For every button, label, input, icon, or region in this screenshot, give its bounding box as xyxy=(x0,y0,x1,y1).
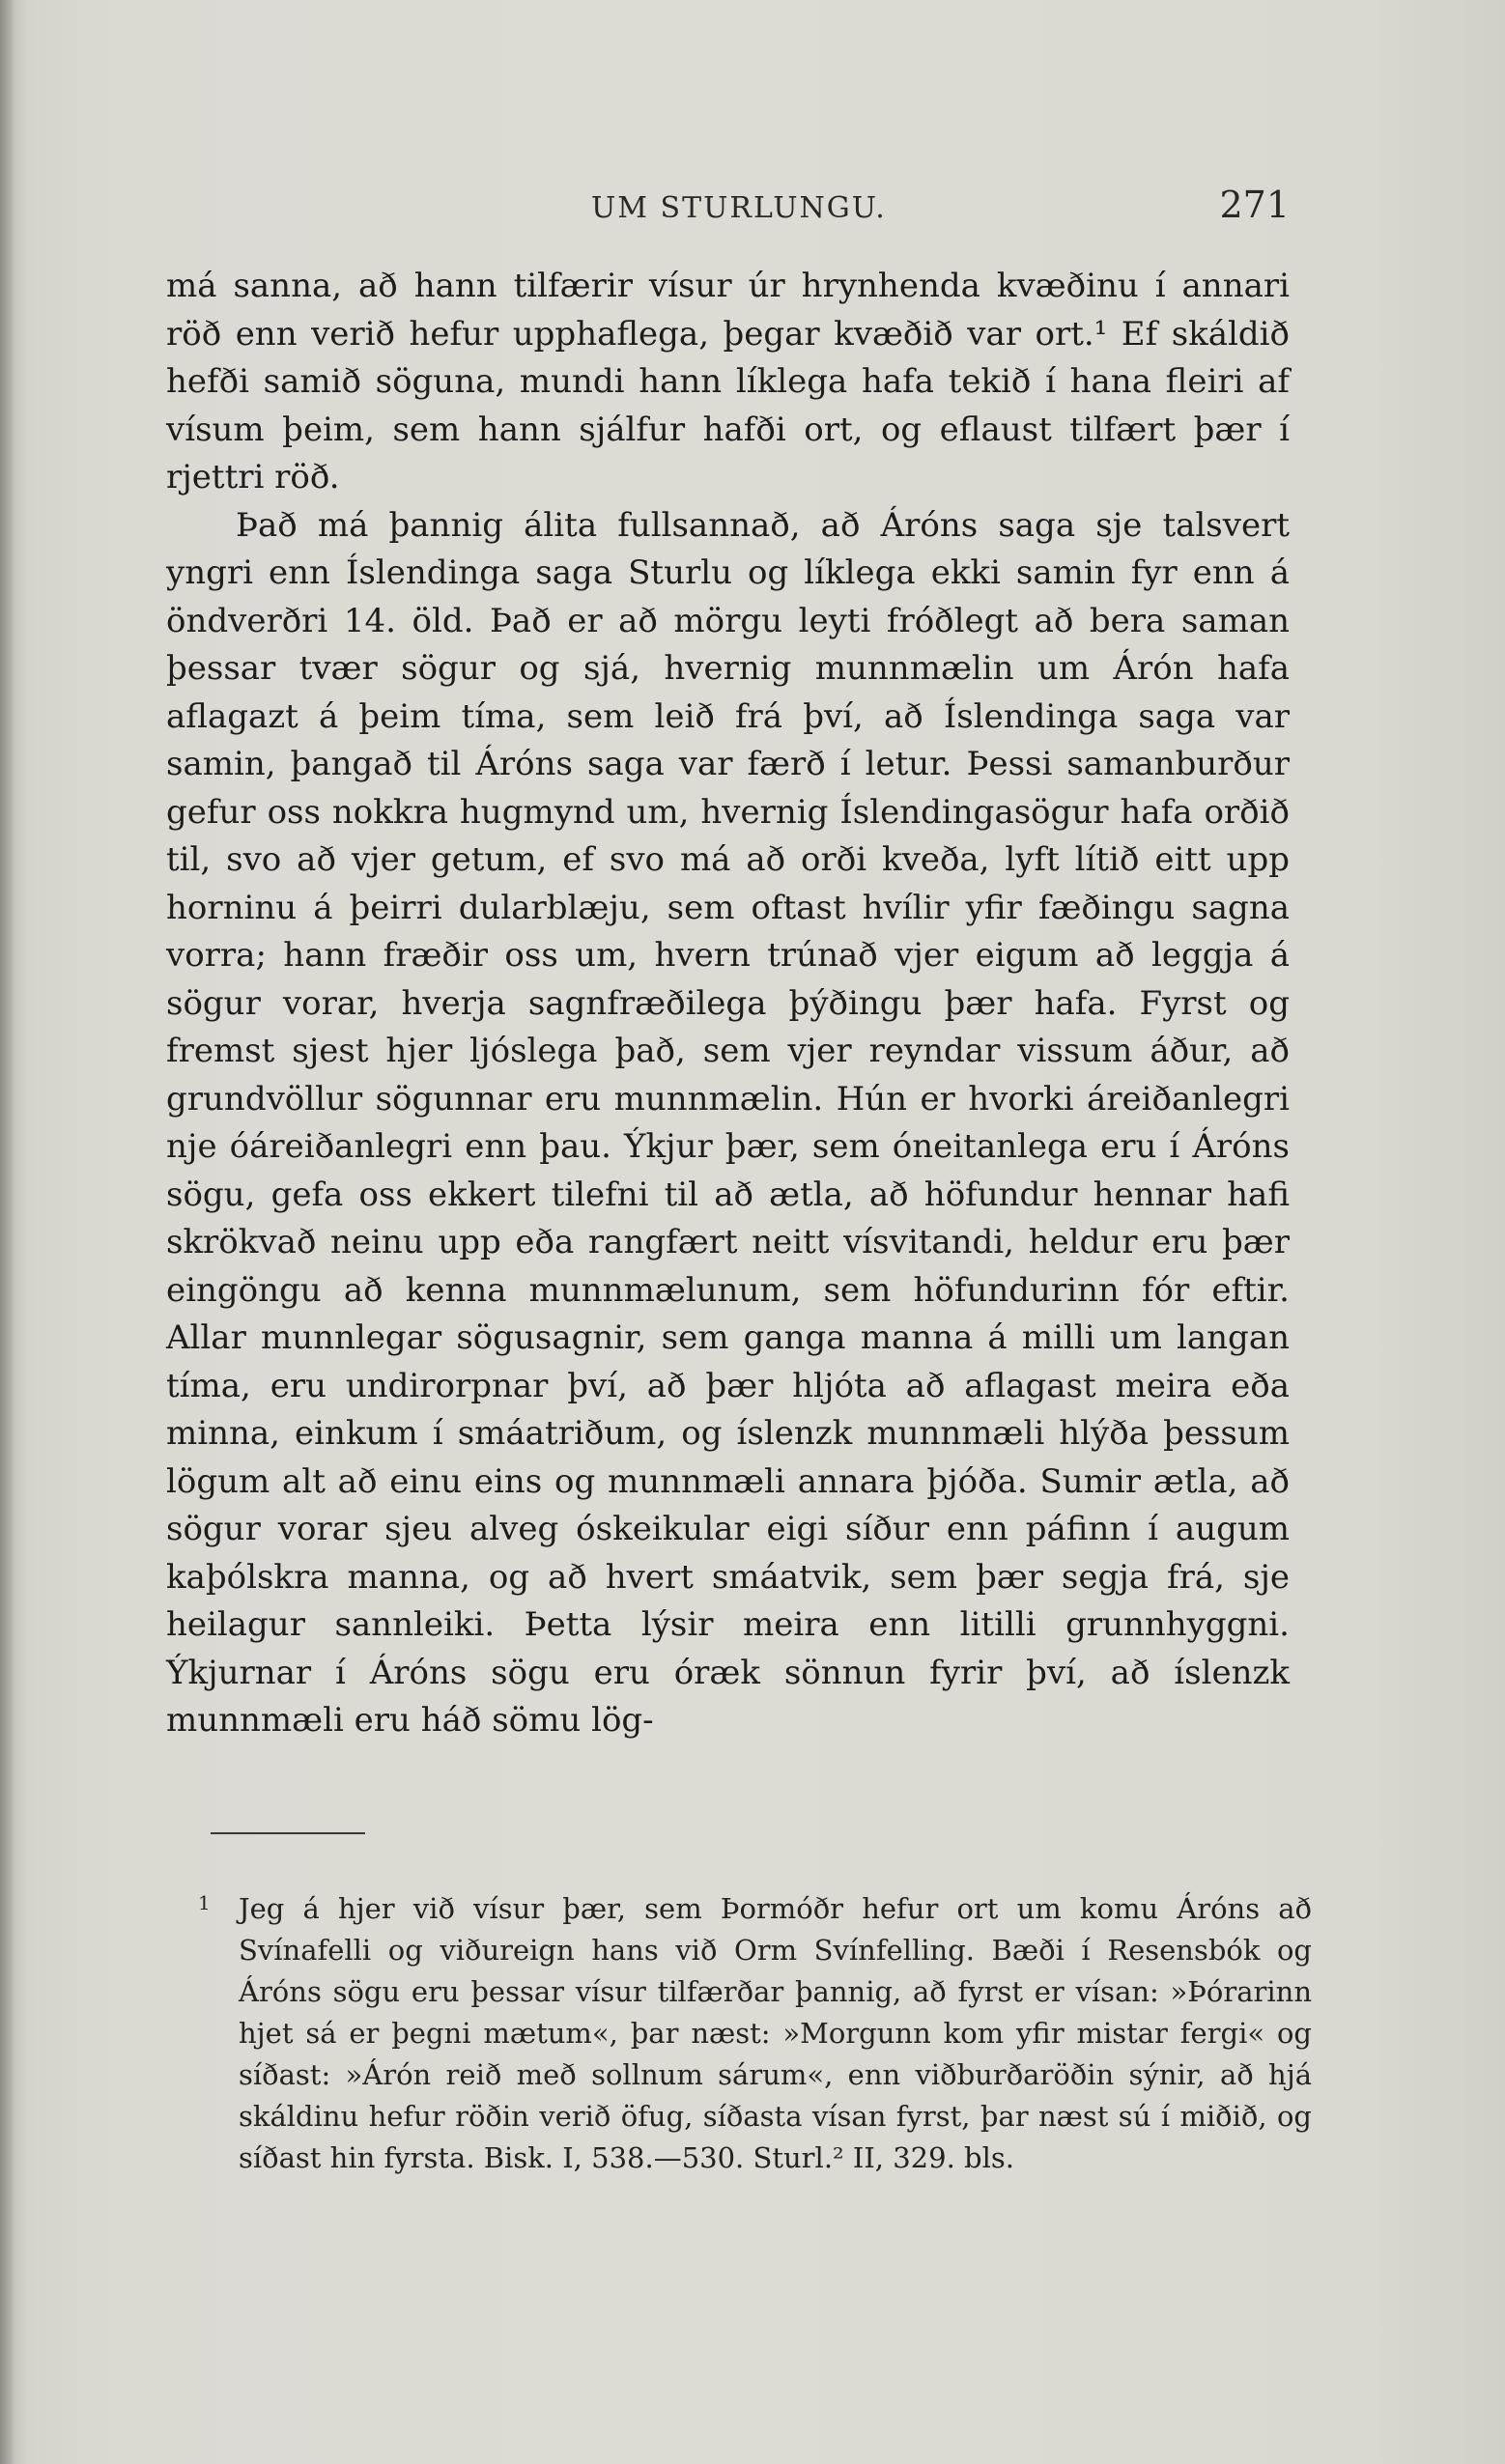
running-title: UM STURLUNGU. xyxy=(591,191,887,225)
footnote-text: Jeg á hjer við vísur þær, sem Þormóðr hefur ort um komu Áróns að Svínafelli og viðureign hans við Orm Svínfelling. Bæði í Resensbók og Áróns sögu eru þessar vísur tilfærðar þannig, að fyrst er vísan: »Þórarinn hjet sá er þegni mætum«, þar næst: »Morgunn kom yfir mistar fergi« og síðast: »Árón reið með sollnum sárum«, enn viðburðaröðin sýnir, að hjá skáldinu hefur röðin verið öfug, síðasta vísan fyrst, þar næst sú í miðið, og síðast hin fyrsta. Bisk. I, 538.—530. Sturl.² II, 329. bls. xyxy=(239,1892,1312,2174)
page-header xyxy=(166,184,1290,241)
page-number: 271 xyxy=(1219,184,1290,226)
paragraph-2: Það má þannig álita fullsannað, að Áróns saga sje talsvert yngri enn Íslendinga saga Sturlu og líklega ekki samin fyr enn á öndverðri 14. öld. Það er að mörgu leyti fróðlegt að bera saman þessar tvær sögur og sjá, hvernig munnmælin um Árón hafa aflagazt á þeim tíma, sem leið frá því, að Íslendinga saga var samin, þangað til Áróns saga var færð í letur. Þessi samanburður gefur oss nokkra hugmynd um, hvernig Íslendingasögur hafa orðið til, svo að vjer getum, ef svo má að orði kveða, lyft lítið eitt upp horninu á þeirri dularblæju, sem oftast hvílir yfir fæðingu sagna vorra; hann fræðir oss um, hvern trúnað vjer eigum að leggja á sögur vorar, hverja sagnfræðilega þýðingu þær hafa. Fyrst og fremst sjest hjer ljóslega það, sem vjer reyndar vissum áður, að grundvöllur sögunnar eru munnmælin. Hún er hvorki áreiðanlegri nje óáreiðanlegri enn þau. Ýkjur þær, sem óneitanlega eru í Áróns sögu, gefa oss ekkert tilefni til að ætla, að höfundur hennar hafi skrökvað neinu upp eða rangfært neitt vísvitandi, heldur eru þær eingöngu að kenna munnmælunum, sem höfundurinn fór eftir. Allar munnlegar sögusagnir, sem ganga manna á milli um langan tíma, eru undirorpnar því, að þær hljóta að aflagast meira eða minna, einkum í smáatriðum, og íslenzk munnmæli hlýða þessum lögum alt að einu eins og munnmæli annara þjóða. Sumir ætla, að sögur vorar sjeu alveg óskeikular eigi síður enn páfinn í augum kaþólskra manna, og að hvert smáatvik, sem þær segja frá, sje heilagur sannleiki. Þetta lýsir meira enn litilli grunnhyggni. Ýkjurnar í Áróns sögu eru óræk sönnun fyrir því, að íslenzk munnmæli eru háð sömu lög- xyxy=(166,505,1290,1740)
footnote-marker: 1 xyxy=(198,1891,211,1914)
paragraph-1: má sanna, að hann tilfærir vísur úr hrynhenda kvæðinu í annari röð enn verið hefur upphaflega, þegar kvæðið var ort.¹ Ef skáldið hefði samið söguna, mundi hann líklega hafa tekið í hana fleiri af vísum þeim, sem hann sjálfur hafði ort, og eflaust tilfært þær í rjettri röð. xyxy=(166,267,1290,496)
binding-edge xyxy=(0,0,14,2464)
footnote xyxy=(198,1888,1312,2179)
body-text xyxy=(166,263,1290,1745)
footnote-divider xyxy=(211,1832,365,1834)
